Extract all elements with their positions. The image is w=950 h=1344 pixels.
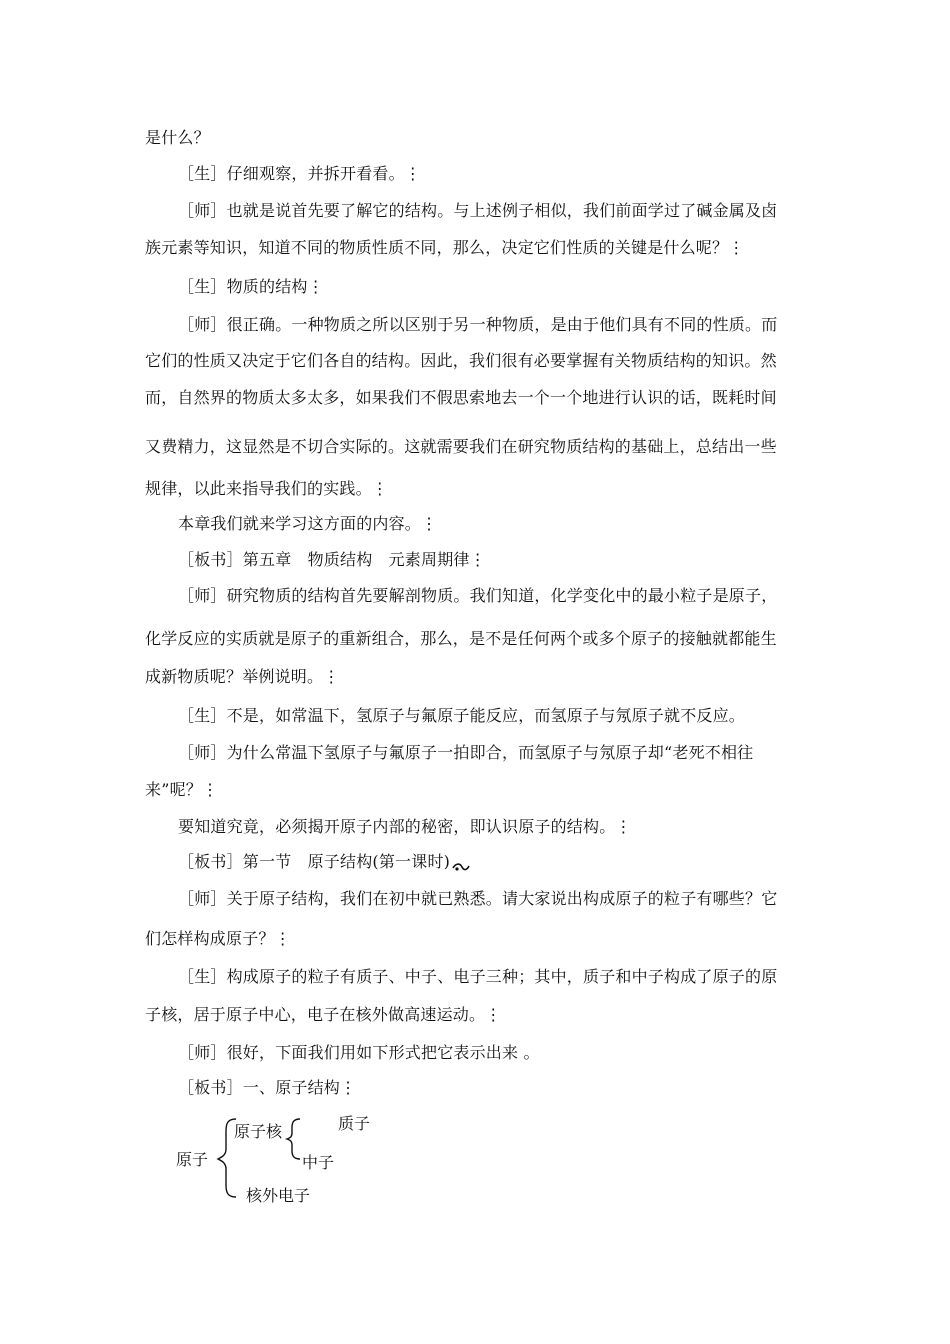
text-line-2: ［生］仔细观察，并拆开看看。⋮	[178, 164, 422, 183]
text-line-20-text: ［板书］第一节 原子结构(第一课时)	[178, 852, 451, 871]
text-line-22: 们怎样构成原子？⋮	[145, 929, 291, 948]
label-electron: 核外电子	[246, 1186, 311, 1205]
text-line-18: 来”呢？⋮	[145, 780, 219, 799]
text-line-12: ［板书］第五章 物质结构 元素周期律⋮	[178, 550, 486, 569]
text-line-14: 化学反应的实质就是原子的重新组合，那么，是不是任何两个或多个原子的接触就都能生	[145, 629, 777, 648]
text-line-25: ［师］很好，下面我们用如下形式把它表示出来 。	[178, 1043, 540, 1062]
label-proton: 质子	[338, 1114, 371, 1133]
lesson-mark-icon	[452, 857, 470, 869]
text-line-10: 规律，以此来指导我们的实践。⋮	[145, 479, 389, 498]
text-line-20	[178, 851, 470, 873]
text-line-4: 族元素等知识，知道不同的物质性质不同，那么，决定它们性质的关键是什么呢？⋮	[145, 238, 745, 257]
text-line-13: ［师］研究物质的结构首先要解剖物质。我们知道，化学变化中的最小粒子是原子，	[178, 586, 778, 605]
text-line-11: 本章我们就来学习这方面的内容。⋮	[178, 514, 438, 533]
text-line-6: ［师］很正确。一种物质之所以区别于另一种物质，是由于他们具有不同的性质。而	[178, 315, 778, 334]
atom-structure-diagram	[170, 1105, 430, 1215]
text-line-21: ［师］关于原子结构，我们在初中就已熟悉。请大家说出构成原子的粒子有哪些？它	[178, 889, 778, 908]
text-line-17: ［师］为什么常温下氢原子与氟原子一拍即合，而氢原子与氖原子却“老死不相往	[178, 743, 754, 762]
text-line-3: ［师］也就是说首先要了解它的结构。与上述例子相似，我们前面学过了碱金属及卤	[178, 201, 778, 220]
text-line-1: 是什么？	[145, 128, 210, 147]
text-line-8: 而，自然界的物质太多太多，如果我们不假思索地去一个一个地进行认识的话，既耗时间	[145, 388, 777, 407]
text-line-5: ［生］物质的结构⋮	[178, 277, 324, 296]
text-line-24: 子核，居于原子中心，电子在核外做高速运动。⋮	[145, 1005, 502, 1024]
text-line-9: 又费精力，这显然是不切合实际的。这就需要我们在研究物质结构的基础上，总结出一些	[145, 437, 777, 456]
text-line-16: ［生］不是，如常温下，氢原子与氟原子能反应，而氢原子与氖原子就不反应。	[178, 706, 746, 725]
label-nucleus: 原子核	[234, 1122, 283, 1141]
label-atom: 原子	[176, 1150, 209, 1169]
text-line-19: 要知道究竟，必须揭开原子内部的秘密，即认识原子的结构。⋮	[178, 817, 632, 836]
text-line-15: 成新物质呢？举例说明。⋮	[145, 667, 340, 686]
text-line-23: ［生］构成原子的粒子有质子、中子、电子三种；其中，质子和中子构成了原子的原	[178, 967, 778, 986]
text-line-26: ［板书］一、原子结构⋮	[178, 1078, 357, 1097]
text-line-7: 它们的性质又决定于它们各自的结构。因此，我们很有必要掌握有关物质结构的知识。然	[145, 351, 777, 370]
label-neutron: 中子	[302, 1153, 335, 1172]
